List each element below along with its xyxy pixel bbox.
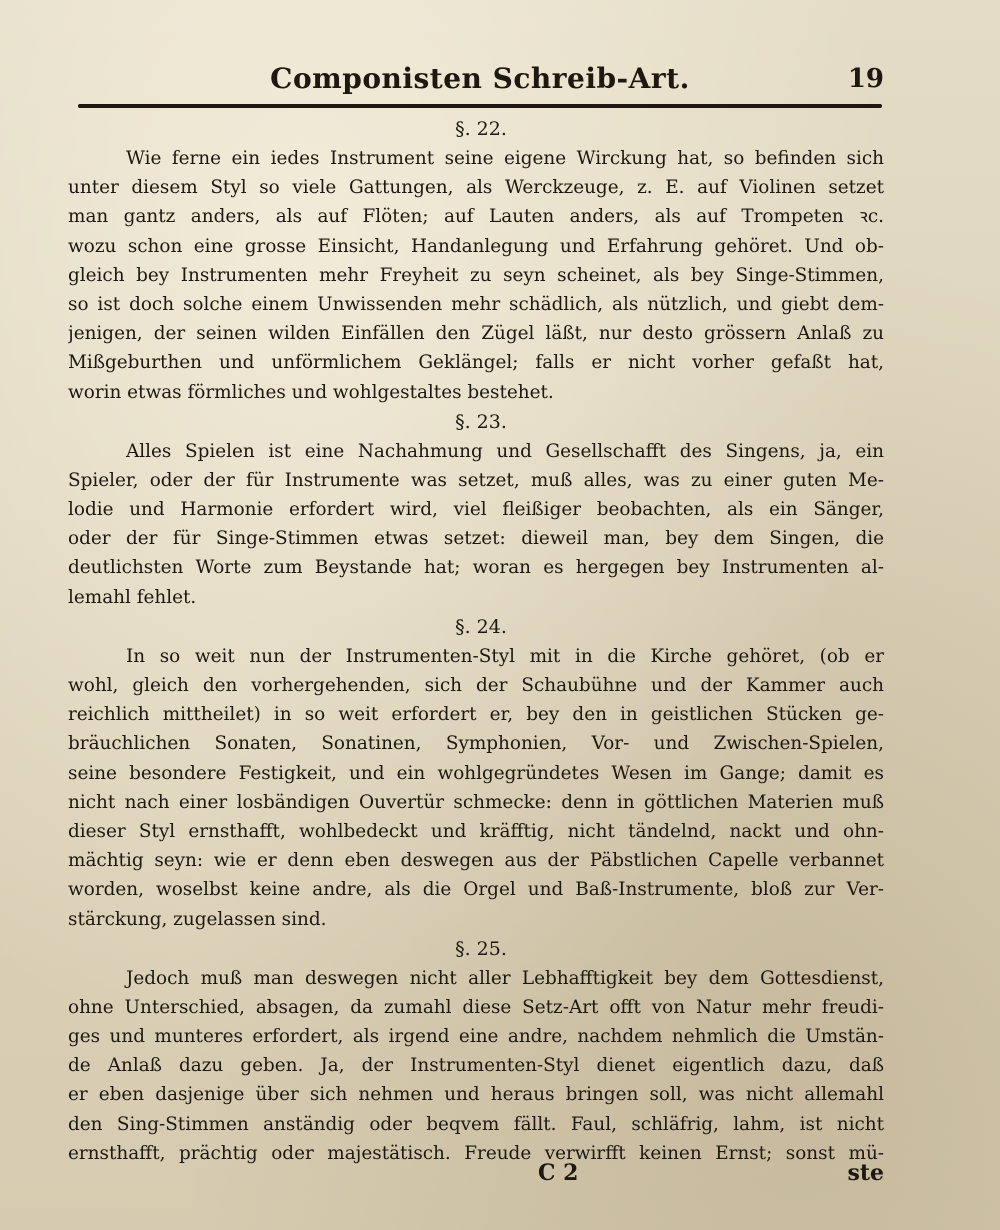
text-line: den Sing-Stimmen anständig oder beqvem fällt. Faul, schläfrig, lahm, ist nicht [68, 1113, 884, 1135]
text-line: reichlich mittheilet) in so weit erfordert er, bey den in geistlichen Stücken ge- [68, 704, 884, 726]
section [68, 407, 884, 612]
section-heading: §. 23. [455, 410, 507, 433]
text-line: lodie und Harmonie erfordert wird, viel fleißiger beobachten, als ein Sänger, [68, 499, 884, 521]
running-title: Componisten Schreib-Art. [270, 62, 690, 95]
text-line: Jedoch muß man deswegen nicht aller Lebhafftigkeit bey dem Gottesdienst, [126, 967, 884, 989]
text-line: oder der für Singe-Stimmen etwas setzet: dieweil man, bey dem Singen, die [68, 528, 884, 550]
text-line: Alles Spielen ist eine Nachahmung und Gesellschafft des Singens, ja, ein [126, 440, 884, 462]
text-line: de Anlaß dazu geben. Ja, der Instrumenten-Styl dienet eigentlich dazu, daß [68, 1055, 884, 1077]
text-line: so ist doch solche einem Unwissenden mehr schädlich, als nützlich, und giebt dem- [68, 293, 884, 315]
text-line: In so weit nun der Instrumenten-Styl mit in die Kirche gehöret, (ob er [126, 645, 884, 667]
text-line: ernsthafft, prächtig oder majestätisch. Freude verwirfft keinen Ernst; sonst mü- [68, 1142, 884, 1164]
text-line: wozu schon eine grosse Einsicht, Handanlegung und Erfahrung gehöret. Und ob- [68, 235, 884, 257]
catchword: ste [847, 1160, 884, 1186]
text-line: bräuchlichen Sonaten, Sonatinen, Symphonien, Vor- und Zwischen-Spielen, [68, 733, 884, 755]
page-footer [68, 1160, 884, 1194]
text-line: unter diesem Styl so viele Gattungen, als Werckzeuge, z. E. auf Violinen setzet [68, 177, 884, 199]
text-line: gleich bey Instrumenten mehr Freyheit zu seyn scheinet, als bey Singe-Stimmen, [68, 264, 884, 286]
text-line: man gantz anders, als auf Flöten; auf Lauten anders, als auf Trompeten ꝛc. [68, 206, 884, 228]
text-line: wohl, gleich den vorhergehenden, sich der Schaubühne und der Kammer auch [68, 675, 884, 696]
text-line: dieser Styl ernsthafft, wohlbedeckt und kräfftig, nicht tändelnd, nackt und ohn- [68, 820, 884, 842]
text-line: Spieler, oder der für Instrumente was setzet, muß alles, was zu einer guten Me- [68, 469, 884, 491]
text-line: worin etwas förmliches und wohlgestaltes bestehet. [68, 381, 554, 403]
text-line: jenigen, der seinen wilden Einfällen den Zügel läßt, nur desto grössern Anlaß zu [68, 323, 884, 345]
text-line: stärckung, zugelassen sind. [68, 908, 327, 930]
text-line: Mißgeburthen und unförmlichem Geklängel; falls er nicht vorher gefaßt hat, [68, 352, 884, 374]
section-heading: §. 25. [455, 937, 507, 960]
text-line: lemahl fehlet. [68, 586, 197, 608]
section-heading: §. 22. [455, 118, 507, 140]
signature-mark: C 2 [538, 1160, 579, 1186]
text-line: Wie ferne ein iedes Instrument seine eigene Wirckung hat, so befinden sich [126, 148, 884, 169]
section [68, 114, 884, 407]
text-line: er eben dasjenige über sich nehmen und heraus bringen soll, was nicht allemahl [68, 1084, 884, 1106]
text-line: nicht nach einer losbändigen Ouvertür schmecke: denn in göttlichen Materien muß [68, 791, 884, 813]
section [68, 934, 884, 1168]
text-line: worden, woselbst keine andre, als die Orgel und Baß-Instrumente, bloß zur Ver- [68, 879, 884, 901]
text-line: ges und munteres erfordert, als irgend eine andre, nachdem nehmlich die Umstän- [68, 1026, 884, 1048]
page-number: 19 [847, 64, 884, 94]
text-line: ohne Unterschied, absagen, da zumahl diese Setz-Art offt von Natur mehr freudi- [68, 996, 884, 1018]
section [68, 612, 884, 934]
text-line: deutlichsten Worte zum Beystande hat; woran es hergegen bey Instrumenten al- [68, 557, 884, 579]
text-line: mächtig seyn: wie er denn eben deswegen aus der Päbstlichen Capelle verbannet [68, 850, 884, 872]
section-heading: §. 24. [455, 615, 507, 638]
head-rule [78, 104, 882, 108]
running-head [80, 58, 884, 102]
text-line: seine besondere Festigkeit, und ein wohlgegründetes Wesen im Gange; damit es [68, 762, 884, 784]
body-text [68, 114, 884, 1168]
